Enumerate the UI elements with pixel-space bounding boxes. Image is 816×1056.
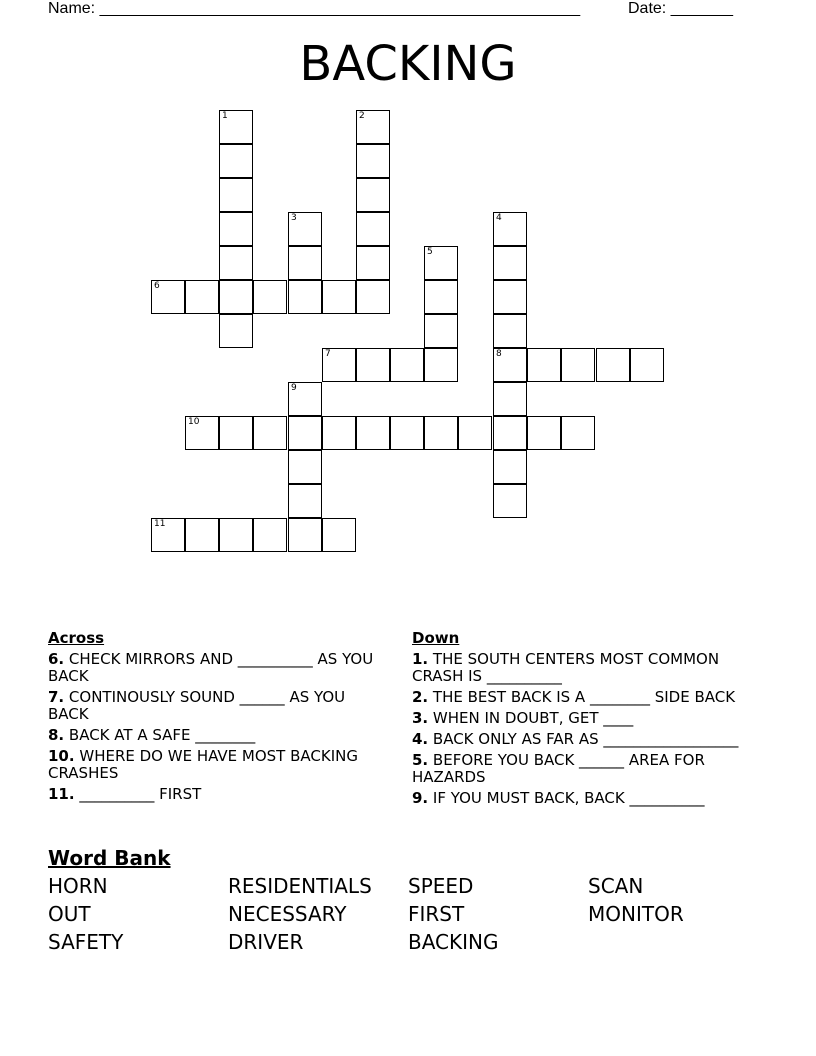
crossword-cell[interactable] [561, 416, 595, 450]
clue-number: 9. [412, 789, 429, 807]
crossword-cell[interactable] [288, 280, 322, 314]
crossword-cell[interactable] [630, 348, 664, 382]
clue-text: BACK AT A SAFE ________ [68, 726, 256, 744]
cell-number: 9 [291, 383, 297, 393]
crossword-cell[interactable] [219, 178, 253, 212]
crossword-cell[interactable] [288, 416, 322, 450]
crossword-cell[interactable] [288, 450, 322, 484]
crossword-cell[interactable] [424, 416, 458, 450]
crossword-cell[interactable] [527, 416, 561, 450]
cell-number: 2 [359, 111, 365, 121]
crossword-cell[interactable] [288, 518, 322, 552]
clue-number: 4. [412, 730, 429, 748]
clue-text: WHEN IN DOUBT, GET ____ [432, 709, 634, 727]
crossword-cell[interactable] [493, 416, 527, 450]
word-bank-word: NECESSARY [228, 902, 347, 926]
crossword-cell[interactable] [356, 280, 390, 314]
clue-text: CONTINOUSLY SOUND ______ AS YOU BACK [48, 688, 346, 723]
crossword-cell[interactable] [288, 382, 322, 416]
crossword-cell[interactable] [493, 280, 527, 314]
clue-down-2 [412, 689, 762, 706]
clue-text: THE SOUTH CENTERS MOST COMMON CRASH IS __________ [412, 650, 720, 685]
date-line: Date: _______ [628, 0, 733, 17]
clue-text: CHECK MIRRORS AND __________ AS YOU BACK [48, 650, 374, 685]
word-bank-word: SAFETY [48, 930, 124, 954]
crossword-cell[interactable] [561, 348, 595, 382]
crossword-cell[interactable] [219, 212, 253, 246]
clue-down-9 [412, 790, 762, 807]
clue-number: 8. [48, 726, 65, 744]
crossword-cell[interactable] [493, 348, 527, 382]
clue-down-1 [412, 651, 762, 685]
clue-across-7 [48, 689, 388, 723]
crossword-cell[interactable] [219, 246, 253, 280]
word-bank-word: MONITOR [588, 902, 684, 926]
crossword-cell[interactable] [219, 518, 253, 552]
crossword-cell[interactable] [356, 144, 390, 178]
crossword-cell[interactable] [253, 416, 287, 450]
clue-number: 2. [412, 688, 429, 706]
clue-down-5 [412, 752, 762, 786]
crossword-cell[interactable] [493, 314, 527, 348]
clue-number: 5. [412, 751, 429, 769]
word-bank-word: BACKING [408, 930, 499, 954]
crossword-cell[interactable] [356, 416, 390, 450]
name-line: Name: ______________________________________________________ [48, 0, 581, 17]
crossword-cell[interactable] [493, 450, 527, 484]
cell-number: 6 [154, 281, 160, 291]
clue-number: 7. [48, 688, 65, 706]
crossword-cell[interactable] [185, 518, 219, 552]
crossword-cell[interactable] [253, 518, 287, 552]
crossword-cell[interactable] [493, 484, 527, 518]
clue-text: IF YOU MUST BACK, BACK __________ [432, 789, 705, 807]
word-bank-word: HORN [48, 874, 108, 898]
crossword-cell[interactable] [219, 416, 253, 450]
down-heading: Down [412, 629, 460, 647]
cell-number: 4 [496, 213, 502, 223]
crossword-cell[interactable] [527, 348, 561, 382]
clue-number: 6. [48, 650, 65, 668]
clue-down-4 [412, 731, 762, 748]
crossword-cell[interactable] [253, 280, 287, 314]
crossword-cell[interactable] [424, 280, 458, 314]
crossword-cell[interactable] [219, 280, 253, 314]
word-bank-word: RESIDENTIALS [228, 874, 372, 898]
crossword-cell[interactable] [322, 518, 356, 552]
crossword-cell[interactable] [151, 280, 185, 314]
word-bank-word: SPEED [408, 874, 474, 898]
crossword-cell[interactable] [390, 416, 424, 450]
crossword-cell[interactable] [219, 110, 253, 144]
clue-text: WHERE DO WE HAVE MOST BACKING CRASHES [48, 747, 358, 782]
crossword-cell[interactable] [458, 416, 492, 450]
clue-number: 11. [48, 785, 75, 803]
clue-text: BEFORE YOU BACK ______ AREA FOR HAZARDS [412, 751, 705, 786]
down-clues [412, 630, 762, 811]
across-heading: Across [48, 629, 105, 647]
clue-number: 1. [412, 650, 429, 668]
crossword-cell[interactable] [322, 416, 356, 450]
crossword-cell[interactable] [219, 144, 253, 178]
crossword-cell[interactable] [424, 348, 458, 382]
clue-text: THE BEST BACK IS A ________ SIDE BACK [432, 688, 736, 706]
word-bank-title: Word Bank [48, 846, 171, 870]
crossword-cell[interactable] [493, 212, 527, 246]
crossword-cell[interactable] [424, 314, 458, 348]
crossword-cell[interactable] [424, 246, 458, 280]
clue-across-10 [48, 748, 388, 782]
clue-text: BACK ONLY AS FAR AS __________________ [432, 730, 739, 748]
clue-across-8 [48, 727, 388, 744]
clue-across-11 [48, 786, 388, 803]
clue-text: __________ FIRST [79, 785, 202, 803]
crossword-cell[interactable] [356, 348, 390, 382]
crossword-cell[interactable] [151, 518, 185, 552]
word-bank-word: OUT [48, 902, 91, 926]
crossword-cell[interactable] [322, 348, 356, 382]
word-bank [48, 874, 768, 954]
clue-number: 3. [412, 709, 429, 727]
crossword-cell[interactable] [356, 246, 390, 280]
cell-number: 8 [496, 349, 502, 359]
word-bank-word: FIRST [408, 902, 465, 926]
crossword-cell[interactable] [219, 314, 253, 348]
cell-number: 11 [154, 519, 166, 529]
cell-number: 7 [325, 349, 331, 359]
clue-across-6 [48, 651, 388, 685]
crossword-cell[interactable] [185, 416, 219, 450]
crossword-cell[interactable] [356, 178, 390, 212]
crossword-cell[interactable] [596, 348, 630, 382]
page-title: BACKING [299, 36, 517, 92]
crossword-cell[interactable] [288, 484, 322, 518]
cell-number: 10 [188, 417, 200, 427]
crossword-cell[interactable] [185, 280, 219, 314]
crossword-cell[interactable] [288, 212, 322, 246]
cell-number: 1 [222, 111, 228, 121]
cell-number: 3 [291, 213, 297, 223]
crossword-cell[interactable] [288, 246, 322, 280]
across-clues [48, 630, 388, 807]
crossword-cell[interactable] [493, 382, 527, 416]
crossword-cell[interactable] [493, 246, 527, 280]
crossword-cell[interactable] [390, 348, 424, 382]
clue-down-3 [412, 710, 762, 727]
crossword-cell[interactable] [356, 212, 390, 246]
clue-number: 10. [48, 747, 75, 765]
crossword-cell[interactable] [322, 280, 356, 314]
word-bank-word: SCAN [588, 874, 644, 898]
word-bank-word: DRIVER [228, 930, 304, 954]
crossword-cell[interactable] [356, 110, 390, 144]
cell-number: 5 [427, 247, 433, 257]
